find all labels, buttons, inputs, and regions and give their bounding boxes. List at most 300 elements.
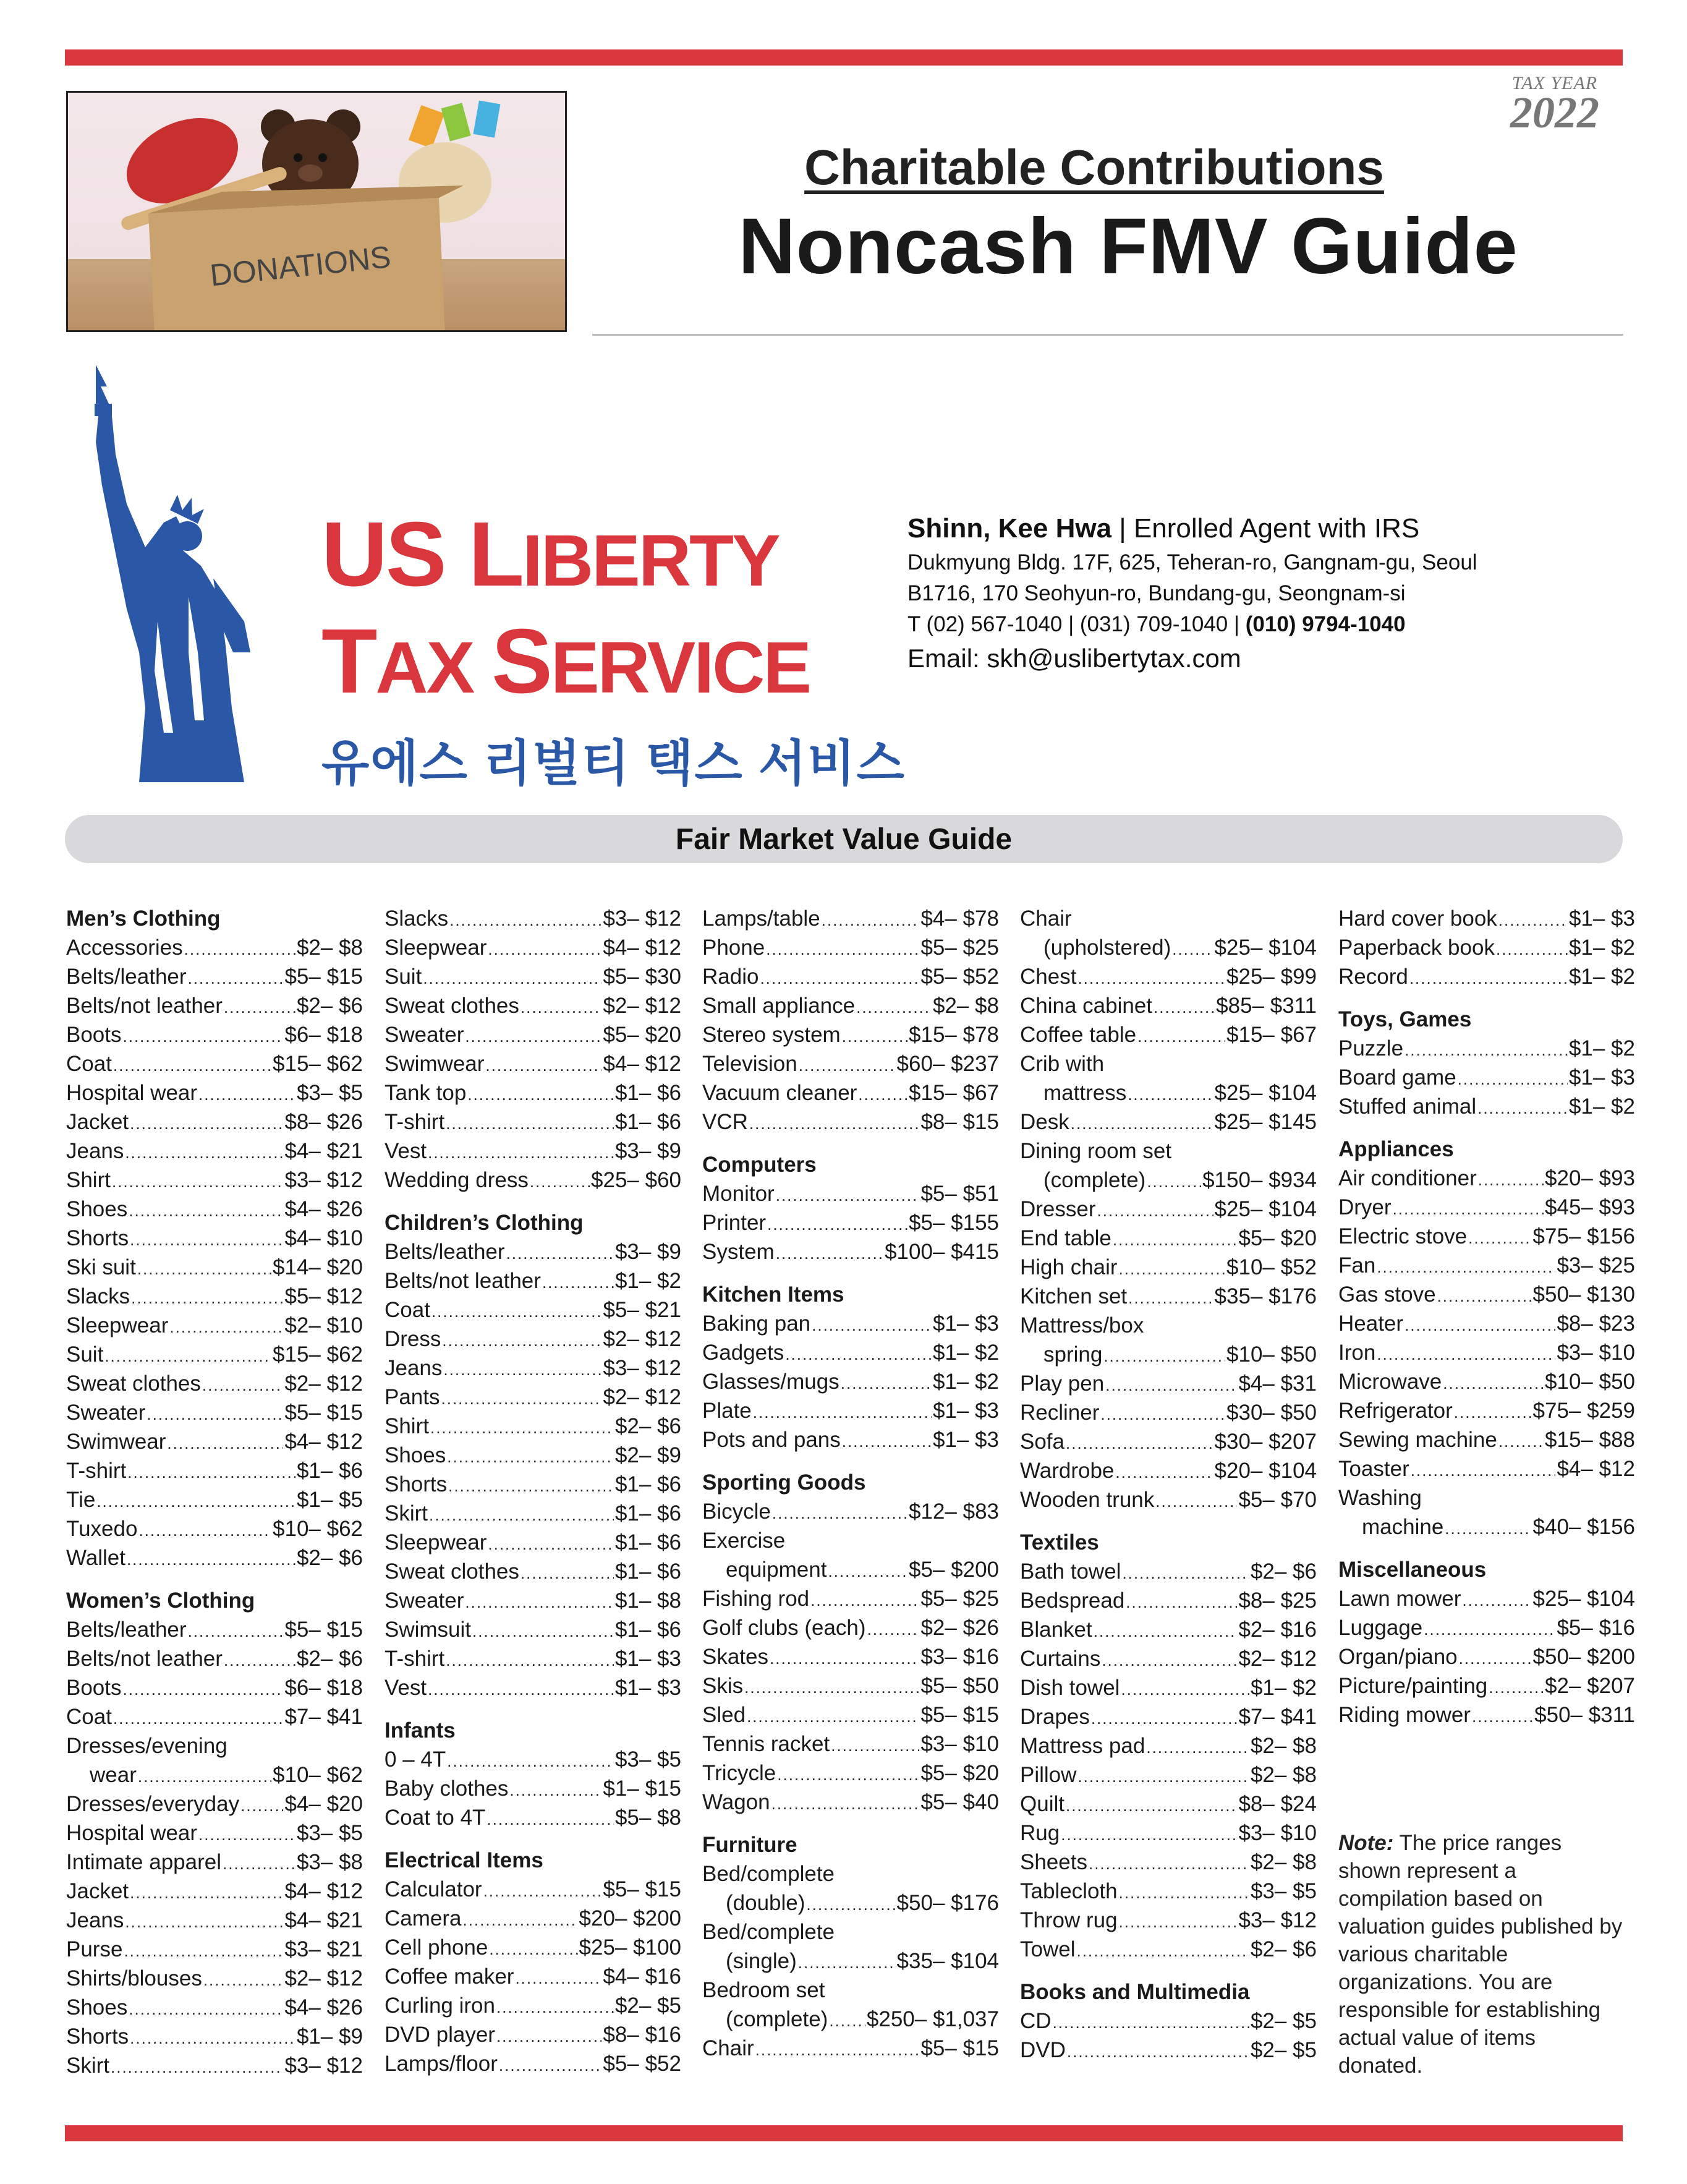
item-price-range: $5– $30 <box>603 965 681 989</box>
item-name: Shirt <box>385 1414 429 1438</box>
price-row <box>1020 1340 1317 1369</box>
item-name: Sleepwear <box>385 1530 487 1555</box>
price-row <box>702 1526 999 1555</box>
item-name: Fan <box>1338 1253 1376 1278</box>
price-row <box>1020 1166 1317 1195</box>
item-price-range: $4– $31 <box>1238 1371 1317 1396</box>
dot-leader <box>506 1239 614 1268</box>
dot-leader <box>483 1877 602 1906</box>
item-price-range: $5– $8 <box>614 1806 681 1830</box>
item-name: Tablecloth <box>1020 1879 1118 1903</box>
dot-leader <box>1077 964 1225 993</box>
dot-leader <box>1089 1849 1249 1879</box>
item-name: Electric stove <box>1338 1224 1468 1248</box>
price-row <box>702 1367 999 1396</box>
price-row <box>702 1309 999 1338</box>
dot-leader <box>829 2007 865 2036</box>
dot-leader <box>1404 1311 1555 1340</box>
item-name: Rug <box>1020 1821 1060 1845</box>
item-price-range: $3– $10 <box>1557 1341 1635 1365</box>
item-price-range: $5– $15 <box>920 2036 999 2060</box>
item-name: Dish towel <box>1020 1676 1120 1700</box>
price-row <box>1020 1427 1317 1456</box>
section-heading: Computers <box>702 1153 817 1177</box>
item-price-range: $8– $15 <box>920 1110 999 1134</box>
item-name: Swimwear <box>66 1430 166 1454</box>
item-price-range: $3– $5 <box>296 1081 363 1105</box>
item-price-range: $4– $12 <box>284 1879 363 1903</box>
dot-leader <box>1409 964 1568 993</box>
item-name: CD <box>1020 2009 1052 2033</box>
price-row <box>702 1671 999 1700</box>
item-price-range: $45– $93 <box>1545 1195 1635 1219</box>
item-price-range: $5– $25 <box>920 936 999 960</box>
item-name: Picture/painting <box>1338 1674 1488 1698</box>
price-row <box>66 1993 363 2022</box>
dot-leader <box>1115 1458 1213 1487</box>
dot-leader <box>198 1820 295 1849</box>
price-row <box>1020 1644 1317 1673</box>
price-row <box>385 1266 681 1295</box>
dot-leader <box>1489 1673 1544 1702</box>
section-heading: Children’s Clothing <box>385 1211 584 1235</box>
item-name: Calculator <box>385 1877 482 1901</box>
dot-leader <box>822 906 920 935</box>
price-row <box>385 1020 681 1049</box>
item-price-range: $3– $12 <box>603 906 681 931</box>
price-row <box>702 1888 999 1917</box>
item-price-range: $6– $18 <box>284 1023 363 1047</box>
item-name: Sled <box>702 1703 746 1727</box>
item-name: Record <box>1338 965 1408 989</box>
price-row <box>385 1745 681 1774</box>
item-name: Coffee table <box>1020 1023 1137 1047</box>
price-row <box>66 1964 363 1993</box>
item-name: Refrigerator <box>1338 1399 1453 1423</box>
dot-leader <box>123 1675 284 1704</box>
price-row <box>66 1107 363 1137</box>
item-price-range: $5– $16 <box>1557 1616 1635 1640</box>
item-name: Boots <box>66 1676 122 1700</box>
item-price-range: $3– $5 <box>296 1821 363 1845</box>
price-row <box>385 1991 681 2020</box>
item-price-range: $8– $16 <box>603 2023 681 2047</box>
item-price-range: $20– $104 <box>1214 1459 1317 1483</box>
dot-leader <box>127 1458 295 1487</box>
item-price-range: $3– $5 <box>614 1747 681 1772</box>
item-price-range: $5– $20 <box>603 1023 681 1047</box>
item-price-range: $25– $60 <box>591 1168 681 1192</box>
item-name: Shorts <box>66 2024 129 2049</box>
item-price-range: $2– $12 <box>284 1371 363 1396</box>
item-name: Drapes <box>1020 1705 1090 1729</box>
item-name: Pillow <box>1020 1763 1077 1787</box>
dot-leader <box>1097 1197 1213 1226</box>
price-row <box>66 1819 363 1848</box>
price-row <box>702 904 999 933</box>
price-row <box>66 1195 363 1224</box>
item-price-range: $5– $50 <box>920 1674 999 1698</box>
item-price-range: $2– $6 <box>296 1647 363 1671</box>
item-name: Coffee maker <box>385 1964 514 1989</box>
price-row <box>1020 1906 1317 1935</box>
dot-leader <box>496 2022 602 2051</box>
item-name: Organ/piano <box>1338 1645 1458 1669</box>
item-price-range: $4– $21 <box>284 1908 363 1932</box>
dot-leader <box>1105 1371 1237 1400</box>
price-row <box>702 1049 999 1078</box>
item-name: Suit <box>385 965 422 989</box>
item-name: Gadgets <box>702 1341 784 1365</box>
price-row <box>1338 1483 1635 1512</box>
agent-info <box>907 510 1477 677</box>
dot-leader <box>431 1297 602 1326</box>
dot-leader <box>423 964 601 993</box>
item-name: Tricycle <box>702 1761 776 1785</box>
price-row <box>385 1586 681 1615</box>
dot-leader <box>224 993 295 1022</box>
item-name: T-shirt <box>66 1459 127 1483</box>
item-price-range: $3– $12 <box>1238 1908 1317 1932</box>
price-row <box>66 1398 363 1427</box>
item-price-range: $50– $311 <box>1534 1703 1635 1727</box>
item-name: machine <box>1362 1515 1444 1539</box>
dot-leader <box>841 1369 932 1398</box>
dot-leader <box>812 1311 932 1340</box>
item-name: Shoes <box>66 1995 128 2020</box>
item-price-range: $5– $52 <box>920 965 999 989</box>
price-row <box>702 1179 999 1208</box>
item-name: Tuxedo <box>66 1517 138 1541</box>
item-name: Lamps/table <box>702 906 820 931</box>
price-row <box>66 1702 363 1731</box>
dot-leader <box>1147 1167 1201 1197</box>
item-price-range: $14– $20 <box>273 1255 363 1279</box>
item-price-range: $5– $40 <box>920 1790 999 1814</box>
price-row <box>1338 1642 1635 1671</box>
item-name: Blanket <box>1020 1618 1092 1642</box>
price-row <box>702 933 999 962</box>
price-row <box>385 1237 681 1266</box>
item-price-range: $2– $6 <box>296 1546 363 1570</box>
dot-leader <box>1459 1644 1532 1673</box>
item-price-range: $3– $5 <box>1250 1879 1317 1903</box>
item-price-range: $5– $200 <box>909 1558 999 1582</box>
section-heading: Kitchen Items <box>702 1282 844 1307</box>
item-price-range: $25– $104 <box>1214 1081 1317 1105</box>
price-row <box>702 2034 999 2063</box>
dot-leader <box>462 1906 577 1935</box>
item-name: Washing <box>1338 1486 1422 1510</box>
item-price-range: $4– $20 <box>284 1792 363 1816</box>
dot-leader <box>130 1226 283 1255</box>
item-name: Jacket <box>66 1879 129 1903</box>
dot-leader <box>223 1849 295 1879</box>
item-price-range: $4– $78 <box>920 906 999 931</box>
dot-leader <box>129 1197 283 1226</box>
item-price-range: $2– $8 <box>1250 1850 1317 1874</box>
section-heading: Infants <box>385 1718 456 1743</box>
donations-photo <box>66 91 567 332</box>
dot-leader <box>130 1879 283 1908</box>
price-row <box>702 1947 999 1976</box>
item-name: Luggage <box>1338 1616 1423 1640</box>
item-name: Hard cover book <box>1338 906 1497 931</box>
dot-leader <box>1478 1166 1544 1195</box>
item-price-range: $3– $9 <box>614 1139 681 1163</box>
dot-leader <box>1100 1400 1225 1429</box>
item-name: Tie <box>66 1488 96 1512</box>
dot-leader <box>530 1167 590 1197</box>
item-price-range: $150– $934 <box>1202 1168 1317 1192</box>
item-price-range: $1– $9 <box>296 2024 363 2049</box>
fmv-column-4 <box>1020 904 1317 2065</box>
price-row <box>1020 1456 1317 1485</box>
dot-leader <box>447 1443 614 1472</box>
item-name: Belts/not leather <box>66 1647 223 1671</box>
dot-leader <box>485 1051 601 1080</box>
dot-leader <box>125 1908 283 1937</box>
item-price-range: $5– $52 <box>603 2052 681 2076</box>
price-row <box>1338 904 1635 933</box>
price-row <box>66 2051 363 2080</box>
dot-leader <box>798 1948 896 1977</box>
dot-leader <box>113 1704 284 1733</box>
item-price-range: $75– $156 <box>1532 1224 1635 1248</box>
item-price-range: $5– $15 <box>603 1877 681 1901</box>
item-name: Bed/complete <box>702 1862 835 1886</box>
item-name: Wooden trunk <box>1020 1488 1155 1512</box>
dot-leader <box>488 1530 614 1559</box>
item-price-range: $1– $3 <box>932 1399 999 1423</box>
fmv-column-5 <box>1338 904 1635 1730</box>
dot-leader <box>1445 1514 1531 1543</box>
agent-email[interactable]: Email: skh@uslibertytax.com <box>907 644 1241 673</box>
dot-leader <box>465 1588 614 1617</box>
price-row <box>1338 1193 1635 1222</box>
item-price-range: $5– $15 <box>284 1618 363 1642</box>
item-name: Toaster <box>1338 1457 1409 1481</box>
item-name: Sweat clothes <box>66 1371 201 1396</box>
price-row <box>1338 1512 1635 1542</box>
price-row <box>385 1615 681 1644</box>
dot-leader <box>1393 1195 1544 1224</box>
dot-leader <box>1443 1369 1544 1398</box>
item-name: Phone <box>702 936 765 960</box>
item-price-range: $5– $20 <box>920 1761 999 1785</box>
item-name: Belts/leather <box>385 1240 505 1264</box>
price-row <box>702 1396 999 1425</box>
price-row <box>385 1904 681 1933</box>
dot-leader <box>1113 1226 1238 1255</box>
price-row <box>1338 962 1635 991</box>
price-row <box>66 1049 363 1078</box>
item-price-range: $250– $1,037 <box>866 2007 999 2031</box>
item-price-range: $4– $12 <box>603 1052 681 1076</box>
price-row <box>385 962 681 991</box>
item-name: Tank top <box>385 1081 467 1105</box>
item-price-range: $3– $12 <box>284 1168 363 1192</box>
price-row <box>1020 933 1317 962</box>
dot-leader <box>747 1702 919 1731</box>
item-name: Suit <box>66 1342 104 1367</box>
dot-leader <box>203 1966 284 1995</box>
price-row <box>385 1295 681 1324</box>
dot-leader <box>428 1138 614 1167</box>
dot-leader <box>1094 1617 1238 1646</box>
dot-leader <box>1146 1733 1249 1762</box>
price-row <box>66 1340 363 1369</box>
item-price-range: $2– $12 <box>603 994 681 1018</box>
item-name: Bicycle <box>702 1499 771 1524</box>
price-row <box>385 1107 681 1137</box>
dot-leader <box>487 1805 614 1834</box>
header-divider <box>592 334 1623 336</box>
price-row <box>66 1456 363 1485</box>
item-name: Plate <box>702 1399 752 1423</box>
item-price-range: $3– $10 <box>1238 1821 1317 1845</box>
dot-leader <box>496 1993 614 2022</box>
item-name: Camera <box>385 1906 462 1930</box>
item-price-range: $1– $2 <box>1250 1676 1317 1700</box>
item-price-range: $15– $62 <box>273 1342 363 1367</box>
fmv-column-2 <box>385 904 681 2078</box>
price-row <box>702 1237 999 1266</box>
fmv-column-1 <box>66 904 363 2080</box>
tax-year-badge <box>1502 73 1607 137</box>
dot-leader <box>169 1313 283 1342</box>
item-name: China cabinet <box>1020 994 1153 1018</box>
dot-leader <box>1498 906 1568 935</box>
dot-leader <box>1496 935 1568 964</box>
price-row <box>66 1644 363 1673</box>
item-name: Bedroom set <box>702 1978 825 2002</box>
item-name: Glasses/mugs <box>702 1370 839 1394</box>
item-name: Vest <box>385 1139 427 1163</box>
item-price-range: $1– $3 <box>932 1428 999 1452</box>
item-price-range: $35– $104 <box>896 1949 999 1973</box>
dot-leader <box>1128 1080 1213 1109</box>
item-price-range: $40– $156 <box>1532 1515 1635 1539</box>
item-name: spring <box>1043 1342 1103 1367</box>
item-name: Recliner <box>1020 1401 1100 1425</box>
price-row <box>702 1759 999 1788</box>
dot-leader <box>1091 1704 1238 1733</box>
dot-leader <box>446 1109 614 1138</box>
dot-leader <box>499 2051 602 2080</box>
dot-leader <box>777 1760 919 1789</box>
price-row <box>66 1253 363 1282</box>
price-row <box>702 1730 999 1759</box>
dot-leader <box>1126 1588 1237 1617</box>
item-name: Belts/leather <box>66 1618 187 1642</box>
price-row <box>1020 1586 1317 1615</box>
item-name: Dress <box>385 1327 441 1351</box>
item-price-range: $10– $50 <box>1545 1370 1635 1394</box>
item-price-range: $3– $9 <box>614 1240 681 1264</box>
item-price-range: $15– $67 <box>1226 1023 1317 1047</box>
logo-tax-service: TAX SERVICE <box>321 610 810 712</box>
price-row <box>385 1078 681 1107</box>
item-name: DVD player <box>385 2023 495 2047</box>
item-price-range: $5– $20 <box>1238 1226 1317 1250</box>
item-price-range: $1– $6 <box>614 1110 681 1134</box>
section-heading: Sporting Goods <box>702 1470 866 1495</box>
item-price-range: $4– $12 <box>603 936 681 960</box>
dot-leader <box>1128 1284 1213 1313</box>
price-row <box>1338 1063 1635 1092</box>
price-row <box>1338 1034 1635 1063</box>
dot-leader <box>770 1644 919 1673</box>
price-row <box>66 1935 363 1964</box>
dot-leader <box>240 1791 283 1820</box>
item-name: Lawn mower <box>1338 1587 1461 1611</box>
price-row <box>66 1877 363 1906</box>
item-name: Dresses/everyday <box>66 1792 240 1816</box>
dot-leader <box>1454 1398 1532 1427</box>
item-price-range: $2– $207 <box>1545 1674 1635 1698</box>
dot-leader <box>202 1371 284 1400</box>
item-name: Shirts/blouses <box>66 1966 202 1990</box>
item-price-range: $8– $25 <box>1238 1589 1317 1613</box>
dot-leader <box>130 1109 283 1138</box>
price-row <box>66 1282 363 1311</box>
item-price-range: $5– $12 <box>284 1284 363 1308</box>
item-name: Board game <box>1338 1065 1456 1090</box>
item-name: Sleepwear <box>66 1313 169 1337</box>
item-name: DVD <box>1020 2038 1066 2062</box>
item-name: Printer <box>702 1211 767 1235</box>
price-row <box>702 1497 999 1526</box>
section-heading: Men’s Clothing <box>66 906 221 931</box>
item-price-range: $8– $24 <box>1238 1792 1317 1816</box>
section-heading: Toys, Games <box>1338 1007 1472 1031</box>
price-row <box>1338 1164 1635 1193</box>
price-row <box>702 991 999 1020</box>
item-name: Chair <box>702 2036 754 2060</box>
item-price-range: $1– $8 <box>614 1589 681 1613</box>
dot-leader <box>776 1181 920 1210</box>
item-price-range: $10– $62 <box>273 1763 363 1787</box>
dot-leader <box>1102 1646 1237 1675</box>
item-name: Quilt <box>1020 1792 1064 1816</box>
fmv-guide-header: Fair Market Value Guide <box>65 815 1623 863</box>
item-name: (upholstered) <box>1043 936 1171 960</box>
price-row <box>702 1208 999 1237</box>
item-name: Coat to 4T <box>385 1806 486 1830</box>
item-price-range: $20– $93 <box>1545 1166 1635 1190</box>
item-price-range: $1– $2 <box>614 1269 681 1293</box>
dot-leader <box>112 1167 284 1197</box>
item-price-range: $1– $3 <box>1568 1065 1635 1090</box>
dot-leader <box>1061 1820 1237 1849</box>
logo-korean-name: 유에스 리벌티 택스 서비스 <box>321 736 906 791</box>
price-row <box>702 1078 999 1107</box>
price-row <box>385 933 681 962</box>
item-price-range: $2– $8 <box>932 994 999 1018</box>
item-price-range: $5– $25 <box>920 1587 999 1611</box>
price-row <box>66 1224 363 1253</box>
dot-leader <box>123 1022 284 1051</box>
price-row <box>66 1543 363 1572</box>
item-price-range: $50– $200 <box>1532 1645 1635 1669</box>
item-name: (single) <box>726 1949 797 1973</box>
dot-leader <box>184 935 295 964</box>
item-name: Wallet <box>66 1546 125 1570</box>
item-price-range: $1– $2 <box>1568 965 1635 989</box>
price-row <box>1020 1789 1317 1819</box>
item-name: Sweater <box>66 1401 146 1425</box>
